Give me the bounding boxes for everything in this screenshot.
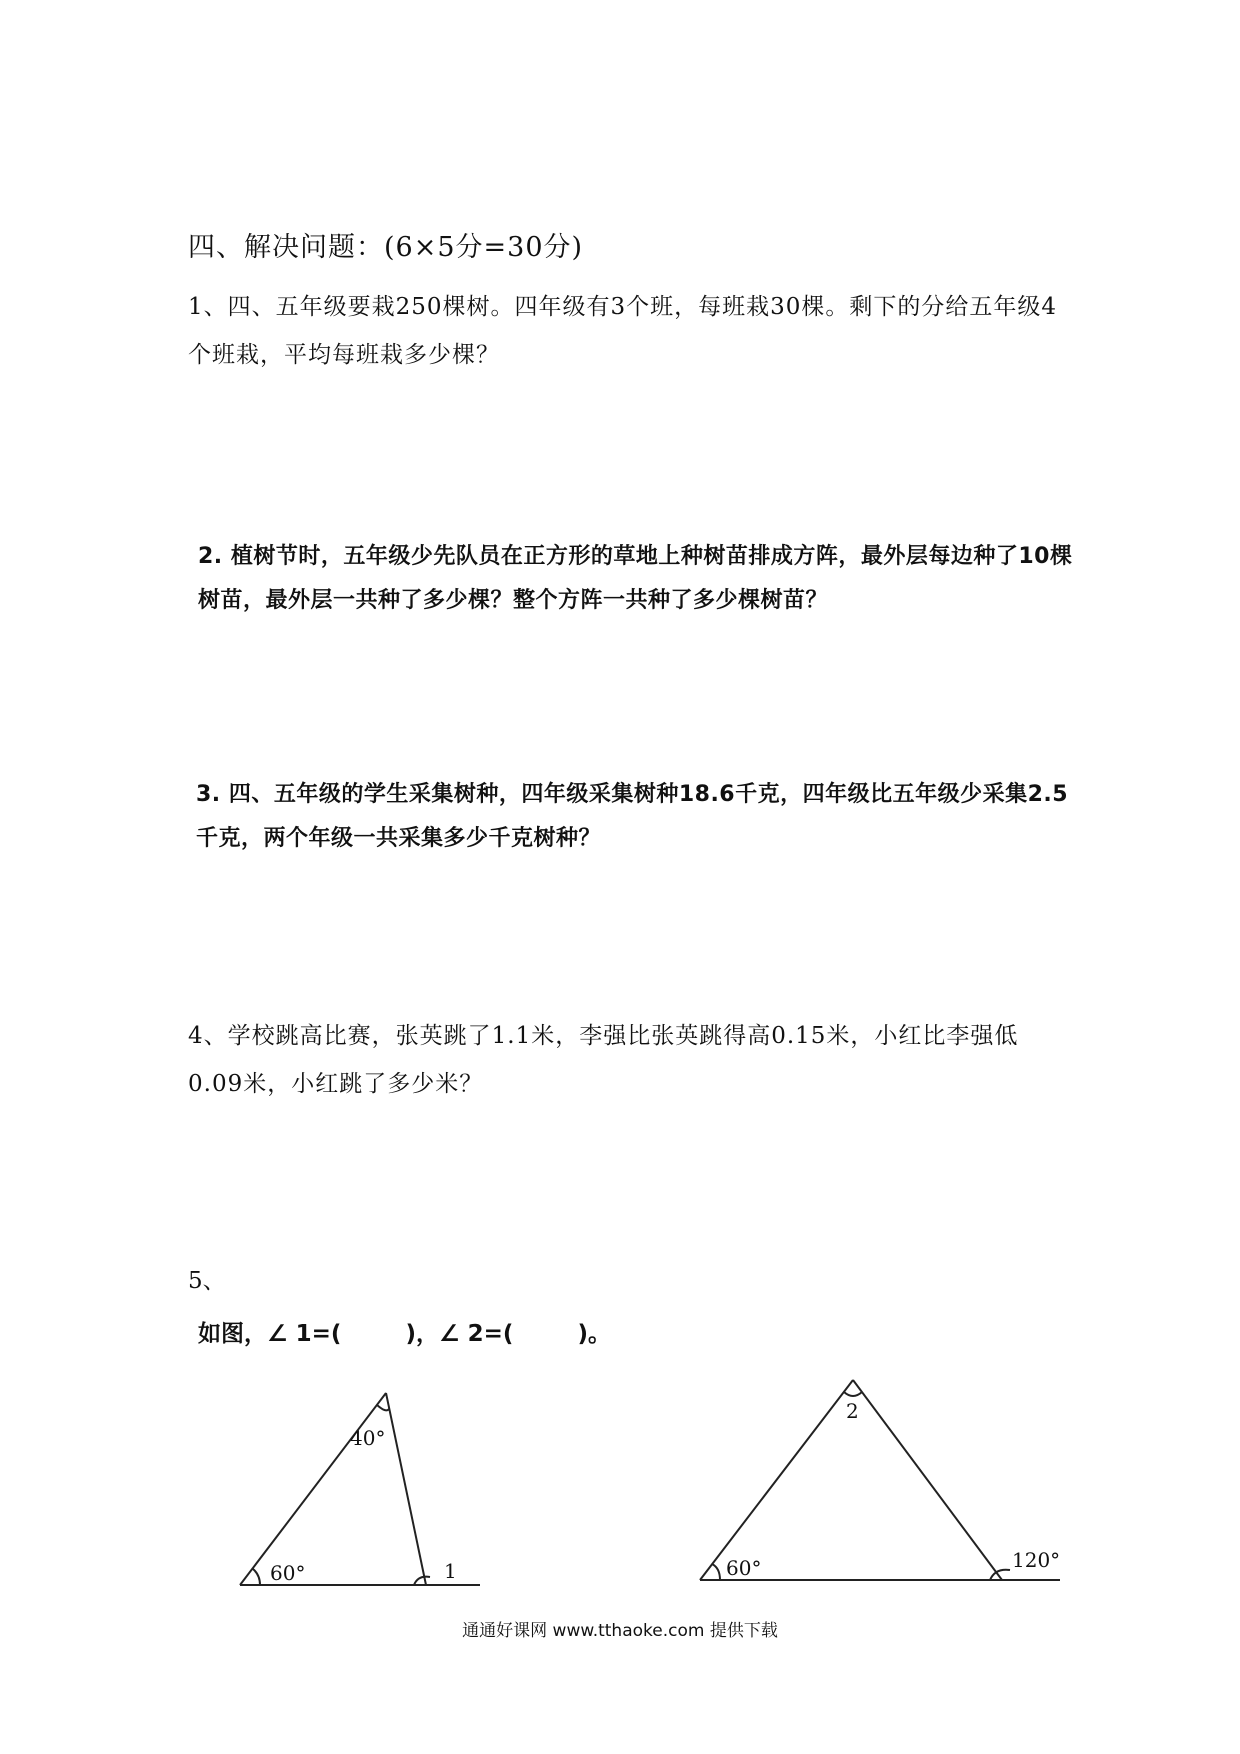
left-triangle-side-b [386,1393,426,1585]
question-4: 4、学校跳高比赛，张英跳了1.1米，李强比张英跳得高0.15米，小红比李强低0.09米，小红跳了多少米？ [188,1023,1019,1097]
left-exterior-angle-arc [414,1577,430,1585]
question-5-number: 5、 [188,1268,226,1294]
right-triangle-figure [690,1370,1080,1595]
right-exterior-angle-label: 120° [1012,1548,1061,1572]
footer-text: 通通好课网 www.tthaoke.com 提供下载 [462,1621,778,1641]
left-base-angle-label: 60° [270,1561,306,1585]
question-3: 3. 四、五年级的学生采集树种，四年级采集树种18.6千克，四年级比五年级少采集2.5千克，两个年级一共采集多少千克树种？ [196,782,1069,851]
right-base-angle-arc [712,1564,720,1580]
left-top-angle-label: 40° [350,1426,386,1450]
question-1: 1、四、五年级要栽250棵树。四年级有3个班，每班栽30棵。剩下的分给五年级4个班栽，平均每班栽多少棵？ [188,294,1058,368]
left-triangle-figure [230,1385,490,1600]
right-triangle-side-a [700,1380,853,1580]
question-2: 2. 植树节时，五年级少先队员在正方形的草地上种树苗排成方阵，最外层每边种了10棵树苗，最外层一共种了多少棵？整个方阵一共种了多少棵树苗？ [198,544,1073,613]
left-triangle-side-a [240,1393,386,1585]
right-triangle-side-b [853,1380,1002,1580]
right-top-label: 2 [846,1399,859,1423]
right-top-angle-arc [844,1392,862,1396]
question-5-prompt: 如图，∠ 1=( )，∠ 2=( )。 [198,1321,611,1347]
right-base-angle-label: 60° [726,1556,762,1580]
left-exterior-label: 1 [444,1559,457,1583]
section-title: 四、解决问题：(6×5分=30分) [188,232,584,263]
left-top-angle-arc [377,1405,389,1410]
left-base-angle-arc [253,1569,260,1585]
